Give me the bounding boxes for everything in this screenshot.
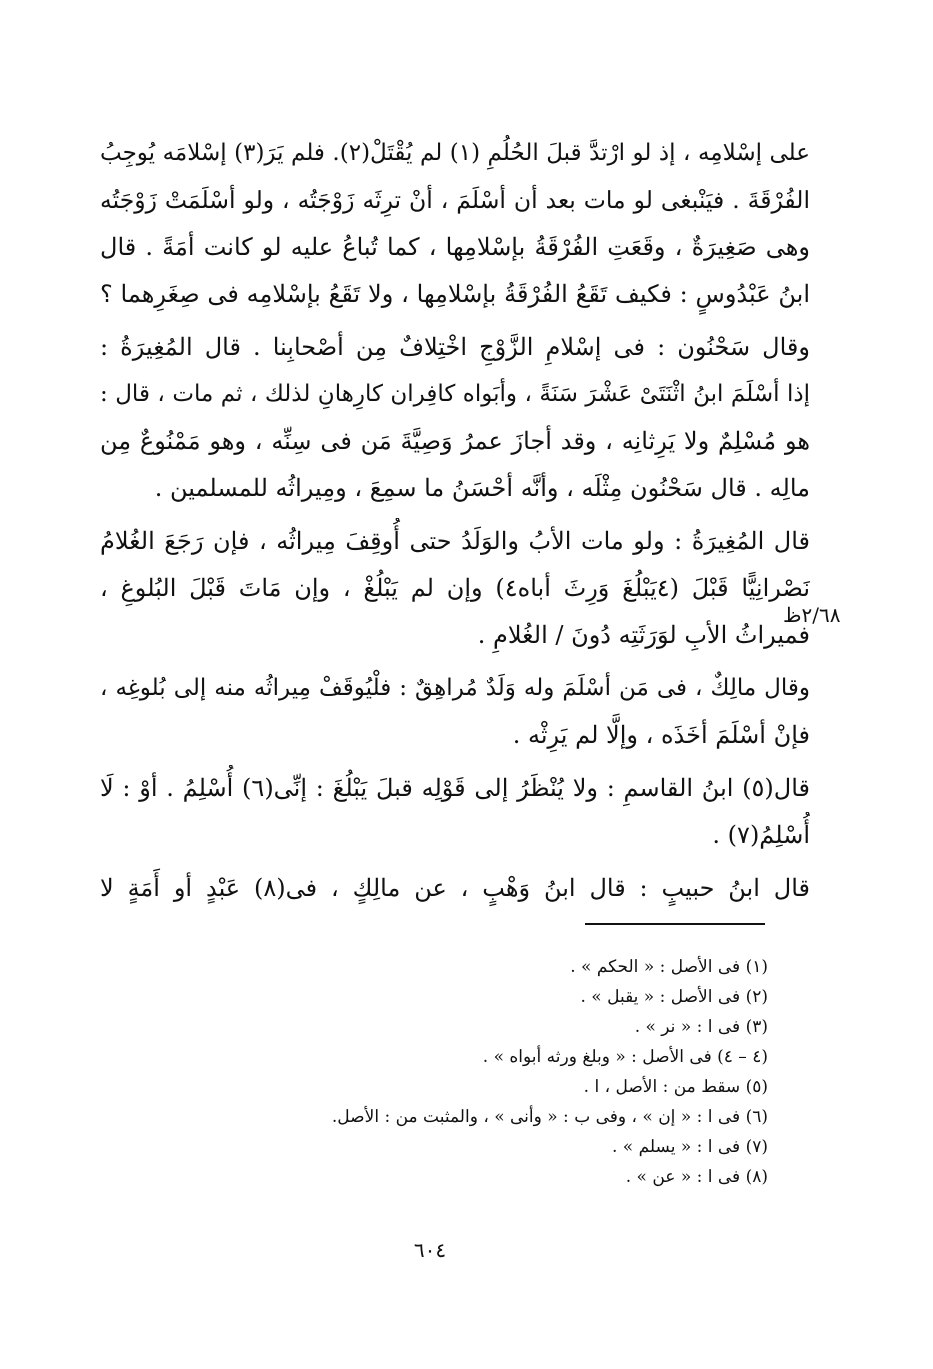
footnote: (١) فى الأصل : « الحكم » . [570, 957, 768, 977]
text-line: وهى صَغِيرَةٌ ، وقَعَتِ الفُرْقَةُ بإسْلامِها ، كما تُباعُ عليه لو كانت أمَةً . قال [100, 233, 810, 261]
text-line: على إسْلامِه ، إذ لو ارْتدَّ قبلَ الحُلُمِ (١) لم يُقْتَلْ(٢). فلم يَرَ(٣) إسْلامَه يُوجِبُ [100, 140, 810, 166]
text-line: فميراثُ الأبِ لوَرَثَتِه دُونَ / الغُلامِ . [477, 621, 810, 649]
footnote: (٦) فى ا : « إن » ، وفى ب : « وأنى » ، والمثبت من : الأصل. [331, 1107, 768, 1127]
text-line: وقال سَحْنُون : فى إسْلامِ الزَّوْجِ اخْتِلافٌ مِن أصْحابِنا . قال المُغِيرَةُ : [100, 333, 810, 361]
text-line: أُسْلِمُ(٧) . [712, 821, 810, 849]
text-line: قال ابنُ حبيبٍ : قال ابنُ وَهْبٍ ، عن مالِكٍ ، فى(٨) عَبْدٍ أو أَمَةٍ لا [100, 874, 810, 902]
text-line: هو مُسْلِمٌ ولا يَرِثانِه ، وقد أجازَ عمرُ وَصِيَّةَ مَن فى سِنِّه ، وهو مَمْنُوعٌ مِن [100, 427, 810, 455]
footnote: (٥) سقط من : الأصل ، ا . [583, 1077, 768, 1097]
text-line: وقال مالِكٌ ، فى مَن أسْلَمَ وله وَلَدٌ مُراهِقٌ : فلْيُوقَفْ مِيراثُه منه إلى بُلوغِه ، [100, 675, 810, 701]
footnote: (٢) فى الأصل : « يقبل » . [580, 987, 768, 1007]
footnote-divider [585, 923, 765, 925]
footnote: (٧) فى ا : « يسلم » . [611, 1137, 768, 1157]
text-line: قال(٥) ابنُ القاسمِ : ولا يُنْظَرُ إلى قَوْلِه قبلَ يَبْلُغَ : إنِّى(٦) أُسْلِمُ . أوْ : لَا [100, 774, 810, 802]
text-line: قال المُغِيرَةُ : ولو مات الأبُ والوَلَدُ حتى أُوقِفَ مِيراثُه ، فإن رَجَعَ الغُلامُ [100, 527, 810, 555]
text-line: مالِه . قال سَحْنُون مِثْلَه ، وأنَّه أحْسَنُ ما سمِعَ ، ومِيراثُه للمسلمين . [154, 474, 810, 502]
footnote: (٣) فى ا : « نر » . [634, 1017, 768, 1037]
footnote: (٤ – ٤) فى الأصل : « وبلغ ورثه أبواه » . [482, 1047, 768, 1067]
folio-margin-note: ٢/٦٨ظ [783, 603, 841, 627]
text-line: ابنُ عَبْدُوسٍ : فكيف تَقَعُ الفُرْقَةُ بإسْلامِها ، ولا تَقَعُ بإسْلامِه فى صِغَرِهما ؟ [100, 280, 810, 308]
text-line: نَصْرانِيًّا قَبْلَ (٤يَبْلُغَ وَرِثَ أباه٤) وإن لم يَبْلُغْ ، وإن مَاتَ قَبْلَ البُلوغِ ، [100, 574, 810, 602]
page-number: ٦٠٤ [413, 1238, 447, 1262]
footnote: (٨) فى ا : « عن » . [625, 1167, 768, 1187]
footnotes [300, 952, 768, 1192]
main-text [100, 130, 810, 912]
text-line: إذا أسْلَمَ ابنُ اثْنَتَىْ عَشْرَ سَنَةً ، وأبَواه كافِران كارِهانِ لذلك ، ثم مات ، قال : [100, 381, 810, 407]
text-line: فإنْ أسْلَمَ أخَذَه ، وإلَّا لم يَرِثْه . [512, 721, 810, 749]
text-line: الفُرْقَةَ . فيَنْبغى لو مات بعد أن أسْلَمَ ، أنْ ترِثَه زَوْجَتُه ، ولو أسْلَمَتْ زَوْجَتُه [100, 186, 810, 214]
